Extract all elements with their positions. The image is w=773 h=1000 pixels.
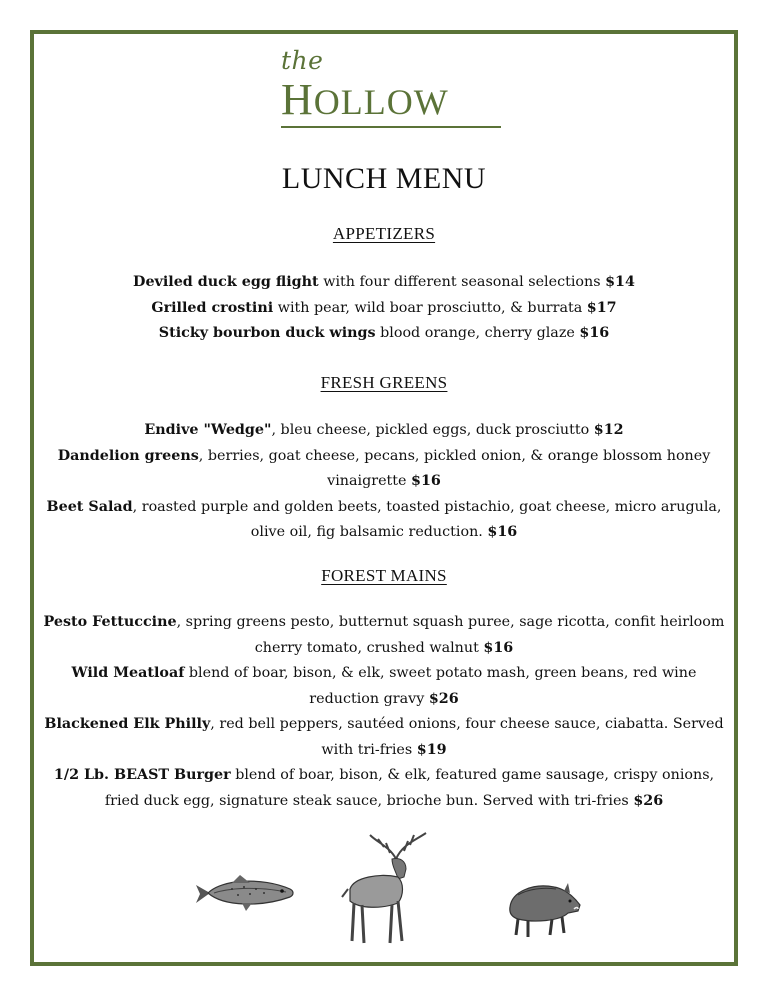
menu-item: Deviled duck egg flight with four different seasonal selections $14 [133,274,635,290]
restaurant-logo [34,40,734,130]
logo-the: the [281,46,324,75]
menu-item: Dandelion greens, berries, goat cheese, pecans, pickled onion, & orange blossom honey vinaigrette $16 [57,447,711,489]
trout-illustration [192,871,298,917]
menu-item: Sticky bourbon duck wings blood orange, cherry glaze $16 [158,325,610,341]
menu-item: 1/2 Lb. BEAST Burger blend of boar, bison, & elk, featured game sausage, crispy onions, fried duck egg, signature steak sauce, brioche bun. Served with tri-fries $26 [53,767,715,809]
boar-illustration [504,877,584,939]
menu-item: Pesto Fettuccine, spring greens pesto, butternut squash puree, sage ricotta, confit heirloom cherry tomato, crushed walnut $16 [43,614,725,656]
section-forest-mains [42,610,726,814]
section-fresh-greens [42,418,726,546]
menu-item: Wild Meatloaf blend of boar, bison, & elk, sweet potato mash, green beans, red wine reduction gravy $26 [71,665,697,707]
menu-item: Beet Salad, roasted purple and golden beets, toasted pistachio, goat cheese, micro arugula, olive oil, fig balsamic reduction. $16 [46,498,722,540]
logo-underline [281,126,501,128]
animal-illustrations [34,829,734,959]
elk-illustration [334,831,438,949]
menu-item: Endive "Wedge", bleu cheese, pickled eggs, duck prosciutto $12 [144,422,624,438]
section-heading-fresh-greens: FRESH GREENS [320,373,448,392]
menu-title: LUNCH MENU [281,162,487,195]
logo-name: HOLLOW [281,75,449,124]
menu-item: Blackened Elk Philly, red bell peppers, sautéed onions, four cheese sauce, ciabatta. Served with tri-fries $19 [44,716,724,758]
section-heading-forest-mains: FOREST MAINS [321,566,447,585]
menu-item: Grilled crostini with pear, wild boar prosciutto, & burrata $17 [151,299,617,316]
menu-frame [30,30,738,966]
section-appetizers [42,270,726,347]
section-heading-appetizers: APPETIZERS [332,224,436,243]
